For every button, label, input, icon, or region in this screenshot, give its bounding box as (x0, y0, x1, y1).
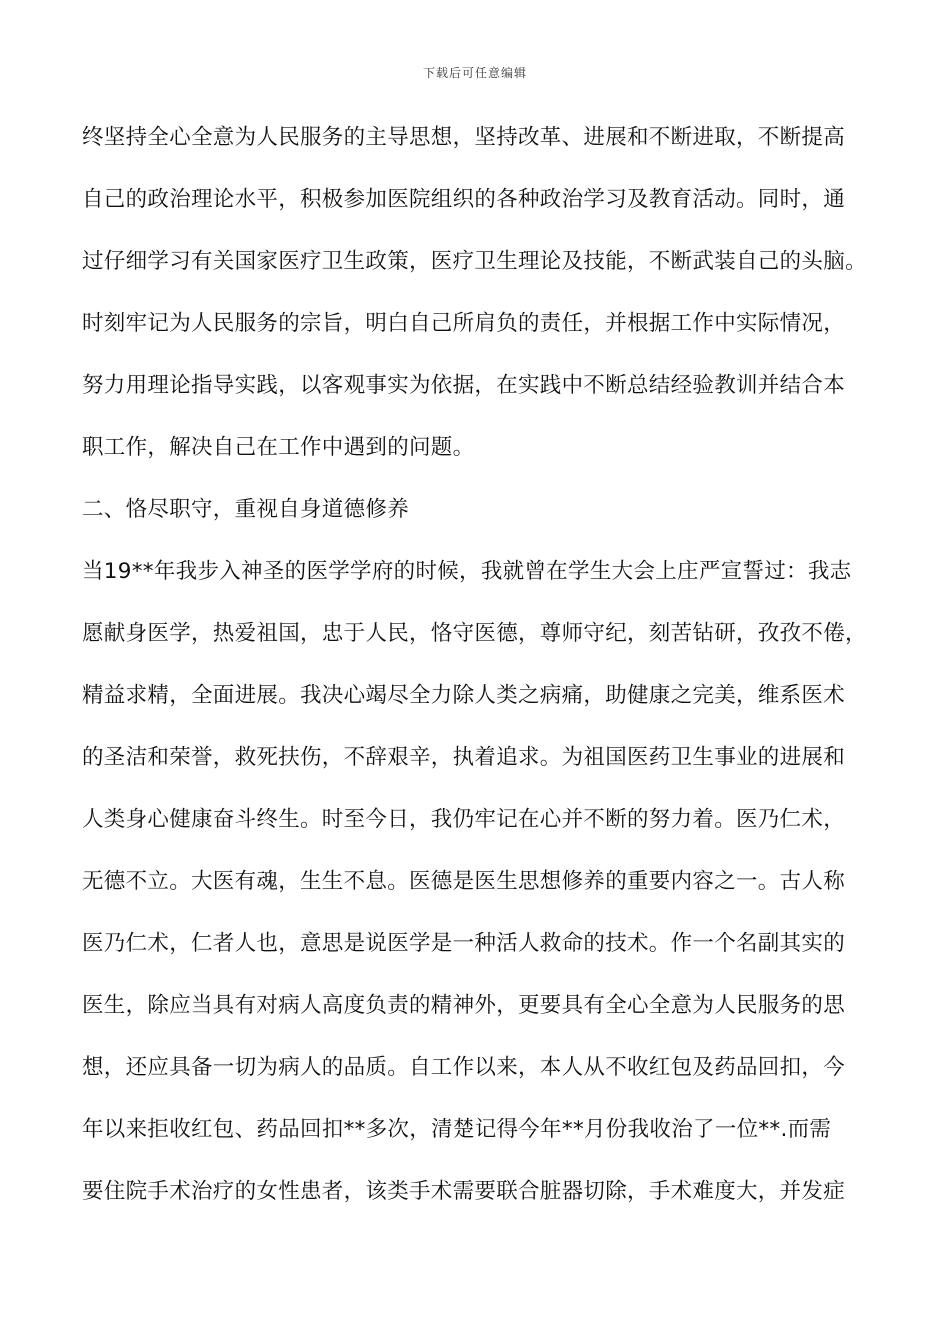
text-line: 人类身心健康奋斗终生。时至今日，我仍牢记在心并不断的努力着。医乃仁术， (82, 807, 846, 832)
page-header-note: 下载后可任意编辑 (422, 66, 527, 80)
document-body (82, 116, 882, 1232)
section-heading: 二、恪尽职守，重视自身道德修养 (82, 497, 410, 522)
text-line: 职工作，解决自己在工作中遇到的问题。 (82, 435, 475, 460)
text-line: 无德不立。大医有魂，生生不息。医德是医生思想修养的重要内容之一。古人称 (82, 869, 846, 894)
text-line: 终坚持全心全意为人民服务的主导思想，坚持改革、进展和不断进取，不断提高 (82, 125, 846, 150)
text-line: 自己的政治理论水平，积极参加医院组织的各种政治学习及教育活动。同时，通 (82, 187, 846, 212)
text-line: 精益求精，全面进展。我决心竭尽全力除人类之病痛，助健康之完美，维系医术 (82, 683, 846, 708)
text-line: 当19**年我步入神圣的医学学府的时候，我就曾在学生大会上庄严宣誓过：我志 (82, 559, 852, 584)
text-line: 要住院手术治疗的女性患者，该类手术需要联合脏器切除，手术难度大，并发症 (82, 1179, 846, 1204)
text-line: 的圣洁和荣誉，救死扶伤，不辞艰辛，执着追求。为祖国医药卫生事业的进展和 (82, 745, 846, 770)
text-line: 医生，除应当具有对病人高度负责的精神外，更要具有全心全意为人民服务的思 (82, 993, 846, 1018)
text-line: 努力用理论指导实践，以客观事实为依据，在实践中不断总结经验教训并结合本 (82, 373, 846, 398)
text-line: 时刻牢记为人民服务的宗旨，明白自己所肩负的责任，并根据工作中实际情况， (82, 311, 846, 336)
text-line: 年以来拒收红包、药品回扣**多次，清楚记得今年**月份我收治了一位**.而需 (82, 1117, 832, 1142)
text-line: 医乃仁术，仁者人也，意思是说医学是一种活人救命的技术。作一个名副其实的 (82, 931, 846, 956)
text-line: 愿献身医学，热爱祖国，忠于人民，恪守医德，尊师守纪，刻苦钻研，孜孜不倦， (82, 621, 867, 646)
text-line: 过仔细学习有关国家医疗卫生政策，医疗卫生理论及技能，不断武装自己的头脑。 (82, 249, 867, 274)
text-line: 想，还应具备一切为病人的品质。自工作以来，本人从不收红包及药品回扣，今 (82, 1055, 846, 1080)
